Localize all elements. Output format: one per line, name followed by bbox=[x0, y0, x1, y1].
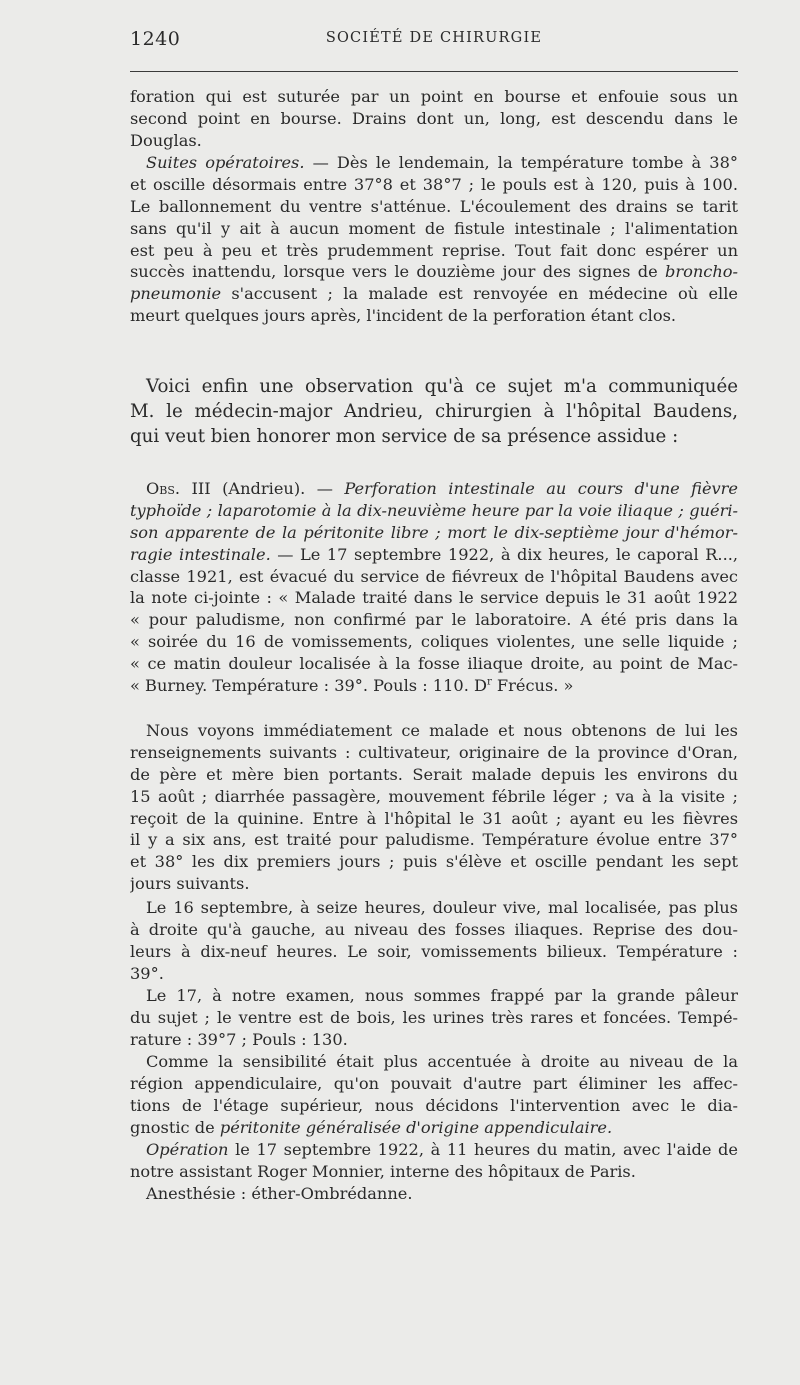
text-line: et 38° les dix premiers jours ; puis s'élève et oscille pendant les sept bbox=[130, 852, 738, 872]
text-line: Comme la sensibilité était plus accentuée à droite au niveau de la bbox=[146, 1052, 738, 1071]
text-line: Voici enfin une observation qu'à ce sujet m'a communiquée bbox=[146, 376, 738, 397]
voici-paragraph bbox=[130, 374, 738, 449]
anesthesie-paragraph bbox=[130, 1183, 738, 1205]
suites-label: Suites opératoires. bbox=[146, 153, 305, 172]
running-head: SOCIÉTÉ DE CHIRURGIE bbox=[325, 30, 543, 46]
page-header bbox=[130, 28, 738, 56]
text-line: tions de l'étage supérieur, nous décidons l'intervention avec le dia- bbox=[130, 1095, 738, 1115]
text-line: Douglas. bbox=[130, 130, 202, 150]
text-line: région appendiculaire, qu'on pouvait d'autre part éliminer les affec- bbox=[130, 1073, 738, 1093]
text-line: à droite qu'à gauche, au niveau des fosses iliaques. Reprise des dou- bbox=[130, 919, 738, 939]
text-line: Suites opératoires. — Dès le lendemain, la température tombe à 38° bbox=[146, 153, 738, 172]
text-line: « soirée du 16 de vomissements, coliques violentes, une selle liquide ; bbox=[130, 632, 738, 652]
text-line: leurs à dix-neuf heures. Le soir, vomissements bilieux. Température : bbox=[130, 941, 738, 961]
observation-paragraph bbox=[130, 478, 738, 697]
text-line: de père et mère bien portants. Serait malade depuis les environs du bbox=[130, 764, 738, 784]
text-line: Le 16 septembre, à seize heures, douleur vive, mal localisée, pas plus bbox=[146, 898, 738, 917]
header-rule bbox=[130, 71, 738, 72]
text-line: et oscille désormais entre 37°8 et 38°7 ; le pouls est à 120, puis à 100. bbox=[130, 174, 738, 194]
text-line: foration qui est suturée par un point en bourse et enfouie sous un bbox=[130, 87, 738, 106]
text-line: notre assistant Roger Monnier, interne des hôpitaux de Paris. bbox=[130, 1161, 636, 1181]
text-line: reçoit de la quinine. Entre à l'hôpital le 31 août ; ayant eu les fièvres bbox=[130, 808, 738, 828]
text-line: Le 17, à notre examen, nous sommes frappé par la grande pâleur bbox=[146, 986, 738, 1005]
le17-paragraph bbox=[130, 985, 738, 1051]
text-line: meurt quelques jours après, l'incident de la perforation étant clos. bbox=[130, 306, 677, 326]
suites-paragraph bbox=[130, 152, 738, 327]
text-line: typhoïde ; laparotomie à la dix-neuvième heure par la voie iliaque ; guéri- bbox=[130, 500, 738, 520]
text-line: succès inattendu, lorsque vers le douzième jour des signes de broncho- bbox=[130, 262, 738, 282]
text-line: 15 août ; diarrhée passagère, mouvement fébrile léger ; va à la visite ; bbox=[130, 786, 738, 806]
text-line: renseignements suivants : cultivateur, originaire de la province d'Oran, bbox=[130, 742, 738, 762]
text-line: rature : 39°7 ; Pouls : 130. bbox=[130, 1029, 348, 1049]
text-line: classe 1921, est évacué du service de fiévreux de l'hôpital Baudens avec bbox=[130, 566, 738, 586]
text-line: ragie intestinale. — Le 17 septembre 1922, à dix heures, le caporal R..., bbox=[130, 544, 738, 564]
text-line: second point en bourse. Drains dont un, long, est descendu dans le bbox=[130, 108, 738, 128]
page-number: 1240 bbox=[130, 28, 181, 50]
operation-label: Opération bbox=[146, 1140, 229, 1159]
text-line: jours suivants. bbox=[130, 874, 250, 894]
text-line: « Burney. Température : 39°. Pouls : 110. $D^r$ Frécus. » bbox=[130, 676, 574, 696]
text-line: Anesthésie : éther-Ombrédanne. bbox=[146, 1184, 413, 1203]
comme-paragraph bbox=[130, 1051, 738, 1139]
text-line: Obs. III (Andrieu). — Perforation intestinale au cours d'une fièvre bbox=[146, 479, 738, 498]
text-line: qui veut bien honorer mon service de sa présence assidue : bbox=[130, 426, 679, 447]
text-line: Le ballonnement du ventre s'atténue. L'écoulement des drains se tarit bbox=[130, 196, 738, 216]
text-line: « ce matin douleur localisée à la fosse iliaque droite, au point de Mac- bbox=[130, 654, 738, 674]
le16-paragraph bbox=[130, 897, 738, 985]
intro-paragraph bbox=[130, 86, 738, 152]
obs-label: Obs. bbox=[146, 479, 181, 498]
text-line: Opération le 17 septembre 1922, à 11 heures du matin, avec l'aide de bbox=[146, 1140, 738, 1159]
text-line: sans qu'il y ait à aucun moment de fistule intestinale ; l'alimentation bbox=[130, 218, 738, 238]
nous-paragraph bbox=[130, 720, 738, 895]
text-line: son apparente de la péritonite libre ; mort le dix-septième jour d'hémor- bbox=[130, 522, 738, 542]
text-line: 39°. bbox=[130, 963, 164, 983]
text-line: Nous voyons immédiatement ce malade et nous obtenons de lui les bbox=[146, 721, 738, 740]
text-line: la note ci-jointe : « Malade traité dans le service depuis le 31 août 1922 bbox=[130, 588, 738, 608]
text-line: « pour paludisme, non confirmé par le laboratoire. A été pris dans la bbox=[130, 610, 738, 630]
text-line: M. le médecin-major Andrieu, chirurgien à l'hôpital Baudens, bbox=[130, 401, 738, 422]
text-line: gnostic de péritonite généralisée d'origine appendiculaire. bbox=[130, 1117, 613, 1137]
text-line: il y a six ans, est traité pour paludisme. Température évolue entre 37° bbox=[130, 830, 738, 850]
text-line: pneumonie s'accusent ; la malade est renvoyée en médecine où elle bbox=[130, 284, 738, 304]
text-line: du sujet ; le ventre est de bois, les urines très rares et foncées. Tempé- bbox=[130, 1007, 738, 1027]
operation-paragraph bbox=[130, 1139, 738, 1183]
text-line: est peu à peu et très prudemment reprise. Tout fait donc espérer un bbox=[130, 240, 738, 260]
